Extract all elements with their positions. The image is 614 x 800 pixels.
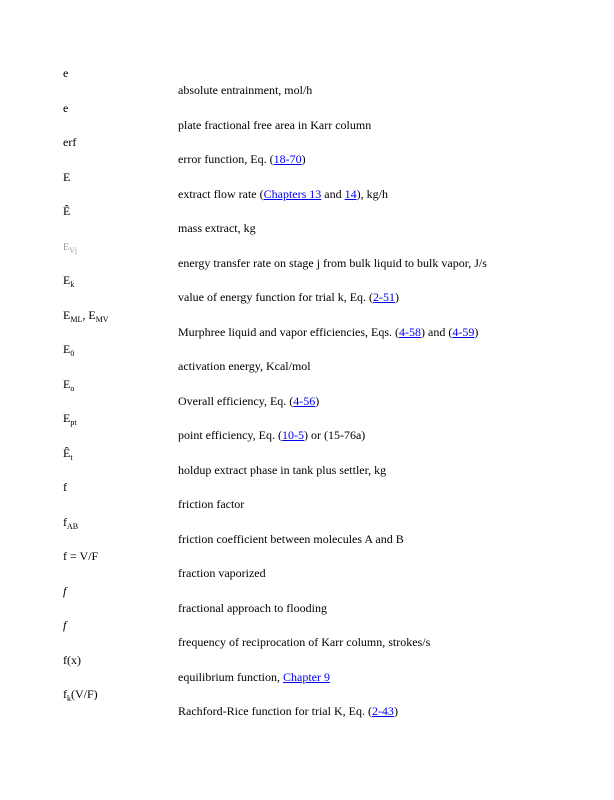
text-run: f <box>63 687 67 701</box>
text-run: friction factor <box>178 497 245 511</box>
symbol-definition <box>178 187 388 201</box>
symbol-term <box>63 308 109 322</box>
subscript: pt <box>70 418 77 427</box>
nomenclature-entry <box>0 308 614 343</box>
text-run: energy transfer rate on stage j from bulk liquid to bulk vapor, J/s <box>178 255 487 270</box>
cross-reference-link[interactable]: 10-5 <box>281 428 304 442</box>
subscript: 0 <box>70 349 75 358</box>
cross-reference-link[interactable]: 4-56 <box>293 393 316 408</box>
nomenclature-entry <box>0 239 614 274</box>
symbol-definition <box>178 325 478 339</box>
nomenclature-entry <box>0 687 614 722</box>
cross-reference-link[interactable]: 2-43 <box>371 704 394 718</box>
symbol-definition <box>178 670 330 684</box>
nomenclature-entry <box>0 342 614 377</box>
symbol-term <box>63 377 74 391</box>
text-run: and <box>321 186 345 201</box>
text-run: E <box>63 307 71 322</box>
symbol-definition <box>178 118 371 132</box>
text-run: activation energy, Kcal/mol <box>178 359 311 373</box>
nomenclature-entry <box>0 549 614 584</box>
text-run: E <box>63 273 71 287</box>
text-run: point efficiency, Eq. ( <box>178 428 282 442</box>
symbol-term <box>63 480 67 494</box>
symbol-term <box>63 653 81 667</box>
text-run: Rachford-Rice function for trial K, Eq. ( <box>178 704 372 718</box>
nomenclature-entry <box>0 411 614 446</box>
nomenclature-entry <box>0 170 614 205</box>
text-run: ) <box>315 393 320 408</box>
text-run: error function, Eq. ( <box>178 152 274 166</box>
text-run: extract flow rate ( <box>178 186 264 201</box>
subscript: V <box>69 245 75 255</box>
subscript: ML <box>70 314 83 324</box>
symbol-term <box>63 342 74 356</box>
nomenclature-entry <box>0 446 614 481</box>
symbol-term <box>63 66 68 80</box>
symbol-term <box>63 549 98 563</box>
italic-symbol: f <box>63 618 67 632</box>
symbol-term <box>63 584 66 598</box>
text-run: holdup extract phase in tank plus settler, kg <box>178 462 387 477</box>
symbol-definition <box>178 428 365 442</box>
symbol-definition <box>178 463 386 477</box>
nomenclature-entry <box>0 377 614 412</box>
subscript: o <box>70 383 75 393</box>
cross-reference-link[interactable]: 14 <box>344 186 357 201</box>
symbol-definition <box>178 256 487 270</box>
symbol-definition <box>178 152 306 166</box>
symbol-definition <box>178 83 312 97</box>
text-run: (V/F) <box>71 687 98 701</box>
subscript: MV <box>95 314 109 324</box>
symbol-term <box>63 239 77 255</box>
text-run: ) or (15-76a) <box>303 428 366 442</box>
symbol-definition <box>178 566 266 580</box>
subscript: AB <box>67 521 79 531</box>
nomenclature-entry <box>0 584 614 619</box>
text-run: ) <box>393 704 398 718</box>
text-run: e <box>63 100 69 115</box>
subscript: t <box>70 452 73 462</box>
symbol-definition <box>178 221 256 235</box>
text-run: f <box>63 480 67 494</box>
text-run: f = V/F <box>63 549 99 563</box>
text-run: ) <box>395 290 400 304</box>
nomenclature-entry <box>0 653 614 688</box>
symbol-term <box>63 446 73 460</box>
nomenclature-entry <box>0 515 614 550</box>
text-run: E <box>63 169 71 184</box>
text-run: fractional approach to flooding <box>178 600 327 615</box>
text-run: friction coefficient between molecules A and B <box>178 531 404 546</box>
cross-reference-link[interactable]: Chapter 9 <box>282 669 330 684</box>
nomenclature-entry <box>0 101 614 136</box>
symbol-term <box>63 135 76 149</box>
cross-reference-link[interactable]: 4-58 <box>399 324 422 339</box>
text-run: ) <box>301 152 306 166</box>
nomenclature-entry <box>0 480 614 515</box>
symbol-definition <box>178 635 430 649</box>
subscript: k <box>67 694 71 703</box>
symbol-term <box>63 273 74 287</box>
text-run: E <box>63 376 71 391</box>
text-run: value of energy function for trial k, Eq. ( <box>178 290 374 304</box>
symbol-term <box>63 411 77 425</box>
symbol-definition <box>178 704 398 718</box>
text-run: Overall efficiency, Eq. ( <box>178 393 294 408</box>
text-run: e <box>63 66 69 80</box>
symbol-definition <box>178 601 327 615</box>
cross-reference-link[interactable]: 2-51 <box>373 290 396 304</box>
text-run: plate fractional free area in Karr column <box>178 117 372 132</box>
symbol-term <box>63 515 78 529</box>
nomenclature-entry <box>0 273 614 308</box>
cross-reference-link[interactable]: Chapters 13 <box>263 186 322 201</box>
text-run: absolute entrainment, mol/h <box>178 83 313 97</box>
symbol-definition <box>178 497 244 511</box>
symbol-term <box>63 170 70 184</box>
nomenclature-entry <box>0 135 614 170</box>
text-run: erf <box>63 135 77 149</box>
symbol-term <box>63 101 68 115</box>
text-run: Murphree liquid and vapor efficiencies, Eqs. ( <box>178 324 400 339</box>
text-run: fraction vaporized <box>178 566 266 580</box>
cross-reference-link[interactable]: 18-70 <box>273 152 302 166</box>
text-run: f(x) <box>63 652 81 667</box>
nomenclature-entry <box>0 618 614 653</box>
text-run: mass extract, kg <box>178 221 256 235</box>
symbol-definition <box>178 290 399 304</box>
text-run: E <box>63 241 70 253</box>
symbol-definition <box>178 532 404 546</box>
nomenclature-entry <box>0 66 614 101</box>
text-run: E <box>63 342 71 356</box>
text-run: Ê <box>63 204 71 218</box>
subscript: k <box>70 280 75 289</box>
symbol-definition <box>178 359 311 373</box>
symbol-definition <box>178 394 319 408</box>
text-run: ) <box>474 324 479 339</box>
text-run: ), kg/h <box>356 186 388 201</box>
text-run: equilibrium function, <box>178 669 283 684</box>
symbol-term <box>63 204 70 218</box>
text-run: f <box>63 514 67 529</box>
subscript: j <box>74 245 78 255</box>
cross-reference-link[interactable]: 4-59 <box>452 324 475 339</box>
italic-symbol: f <box>63 583 67 598</box>
symbol-term <box>63 618 66 632</box>
text-run: E <box>63 411 71 425</box>
text-run: Ê <box>63 445 71 460</box>
nomenclature-entry <box>0 204 614 239</box>
text-run: frequency of reciprocation of Karr column, strokes/s <box>178 635 431 649</box>
symbol-term <box>63 687 98 701</box>
text-run: , E <box>82 307 96 322</box>
text-run: ) and ( <box>421 324 453 339</box>
